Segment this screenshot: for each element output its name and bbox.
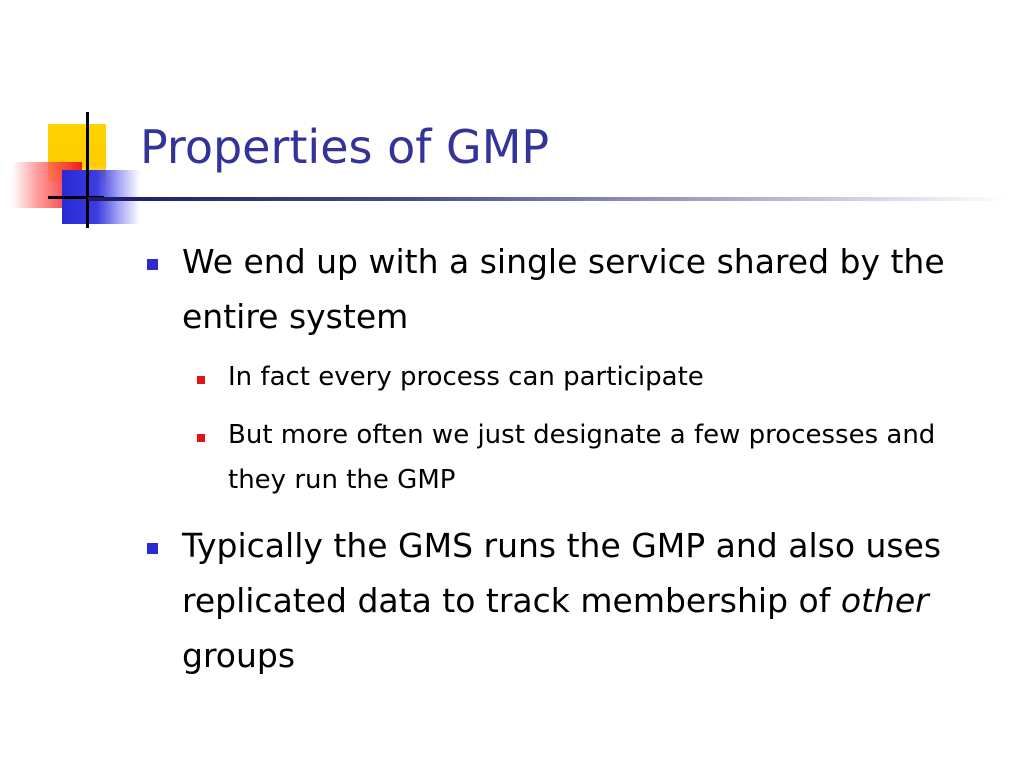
sub-bullet-text: But more often we just designate a few processes and they run the GMP bbox=[228, 420, 936, 495]
blue-square-bullet-icon bbox=[147, 259, 158, 270]
bullet-text-part: groups bbox=[182, 636, 296, 675]
sub-bullet-item bbox=[228, 355, 968, 400]
sub-bullet-item bbox=[228, 413, 968, 503]
bullet-text-part: Typically the GMS runs the GMP and also uses replicated data to track membership of bbox=[182, 526, 942, 620]
red-square-bullet-icon bbox=[197, 434, 205, 442]
bullet-text: We end up with a single service shared by the entire system bbox=[182, 242, 945, 336]
bullet-item bbox=[182, 234, 982, 344]
slide-title: Properties of GMP bbox=[140, 120, 550, 174]
blue-square-bullet-icon bbox=[147, 543, 158, 554]
red-square-bullet-icon bbox=[197, 376, 205, 384]
bullet-item bbox=[182, 518, 982, 683]
sub-bullet-text: In fact every process can participate bbox=[228, 362, 704, 392]
emphasized-word: other bbox=[840, 581, 929, 620]
